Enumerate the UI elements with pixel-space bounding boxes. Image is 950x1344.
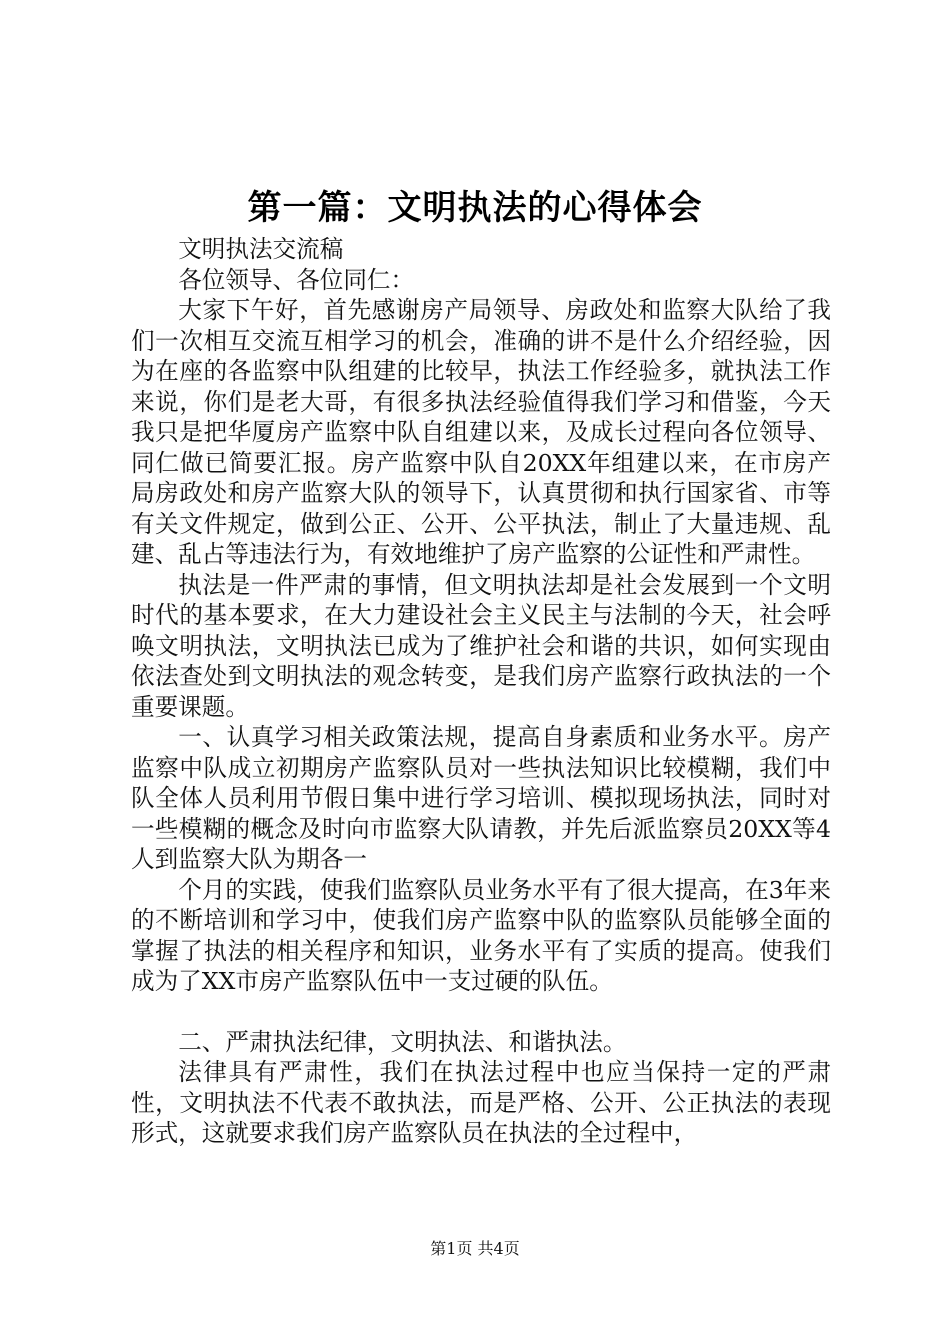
paragraph-civilized-law: 执法是一件严肃的事情，但文明执法却是社会发展到一个文明时代的基本要求，在大力建设社会主义民主与法制的今天，社会呼唤文明执法，文明执法已成为了维护社会和谐的共识，如何实现由依法查处到文明执法的观念转变，是我们房产监察行政执法的一个重要课题。 bbox=[131, 570, 831, 721]
paragraph-section-one-cont: 个月的实践，使我们监察队员业务水平有了很大提高，在3年来的不断培训和学习中，使我们房产监察中队的监察队员能够全面的掌握了执法的相关程序和知识，业务水平有了实质的提高。使我们成为了XX市房产监察队伍中一支过硬的队伍。 bbox=[131, 875, 831, 995]
paragraph-salutation: 各位领导、各位同仁： bbox=[178, 265, 415, 294]
document-title: 第一篇：文明执法的心得体会 bbox=[247, 188, 703, 228]
page-number: 第1页 共4页 bbox=[430, 1239, 520, 1258]
paragraph-section-two-heading: 二、严肃执法纪律，文明执法、和谐执法。 bbox=[178, 1027, 627, 1056]
paragraph-heading: 文明执法交流稿 bbox=[178, 235, 344, 263]
paragraph-intro: 大家下午好，首先感谢房产局领导、房政处和监察大队给了我们一次相互交流互相学习的机会，准确的讲不是什么介绍经验，因为在座的各监察中队组建的比较早，执法工作经验多，就执法工作来说，你们是老大哥，有很多执法经验值得我们学习和借鉴，今天我只是把华厦房产监察中队自组建以来，及成长过程向各位领导、同仁做已简要汇报。房产监察中队自20XX年组建以来，在市房产局房政处和房产监察大队的领导下，认真贯彻和执行国家省、市等有关文件规定，做到公正、公开、公平执法，制止了大量违规、乱建、乱占等违法行为，有效地维护了房产监察的公证性和严肃性。 bbox=[131, 296, 831, 568]
paragraph-section-two: 法律具有严肃性，我们在执法过程中也应当保持一定的严肃性，文明执法不代表不敢执法，而是严格、公开、公正执法的表现形式，这就要求我们房产监察队员在执法的全过程中， bbox=[131, 1058, 831, 1147]
paragraph-section-one: 一、认真学习相关政策法规，提高自身素质和业务水平。房产监察中队成立初期房产监察队员对一些执法知识比较模糊，我们中队全体人员利用节假日集中进行学习培训、模拟现场执法，同时对一些模糊的概念及时向市监察大队请教，并先后派监察员20XX等4人到监察大队为期各一 bbox=[131, 723, 831, 873]
document-body bbox=[131, 234, 831, 1149]
